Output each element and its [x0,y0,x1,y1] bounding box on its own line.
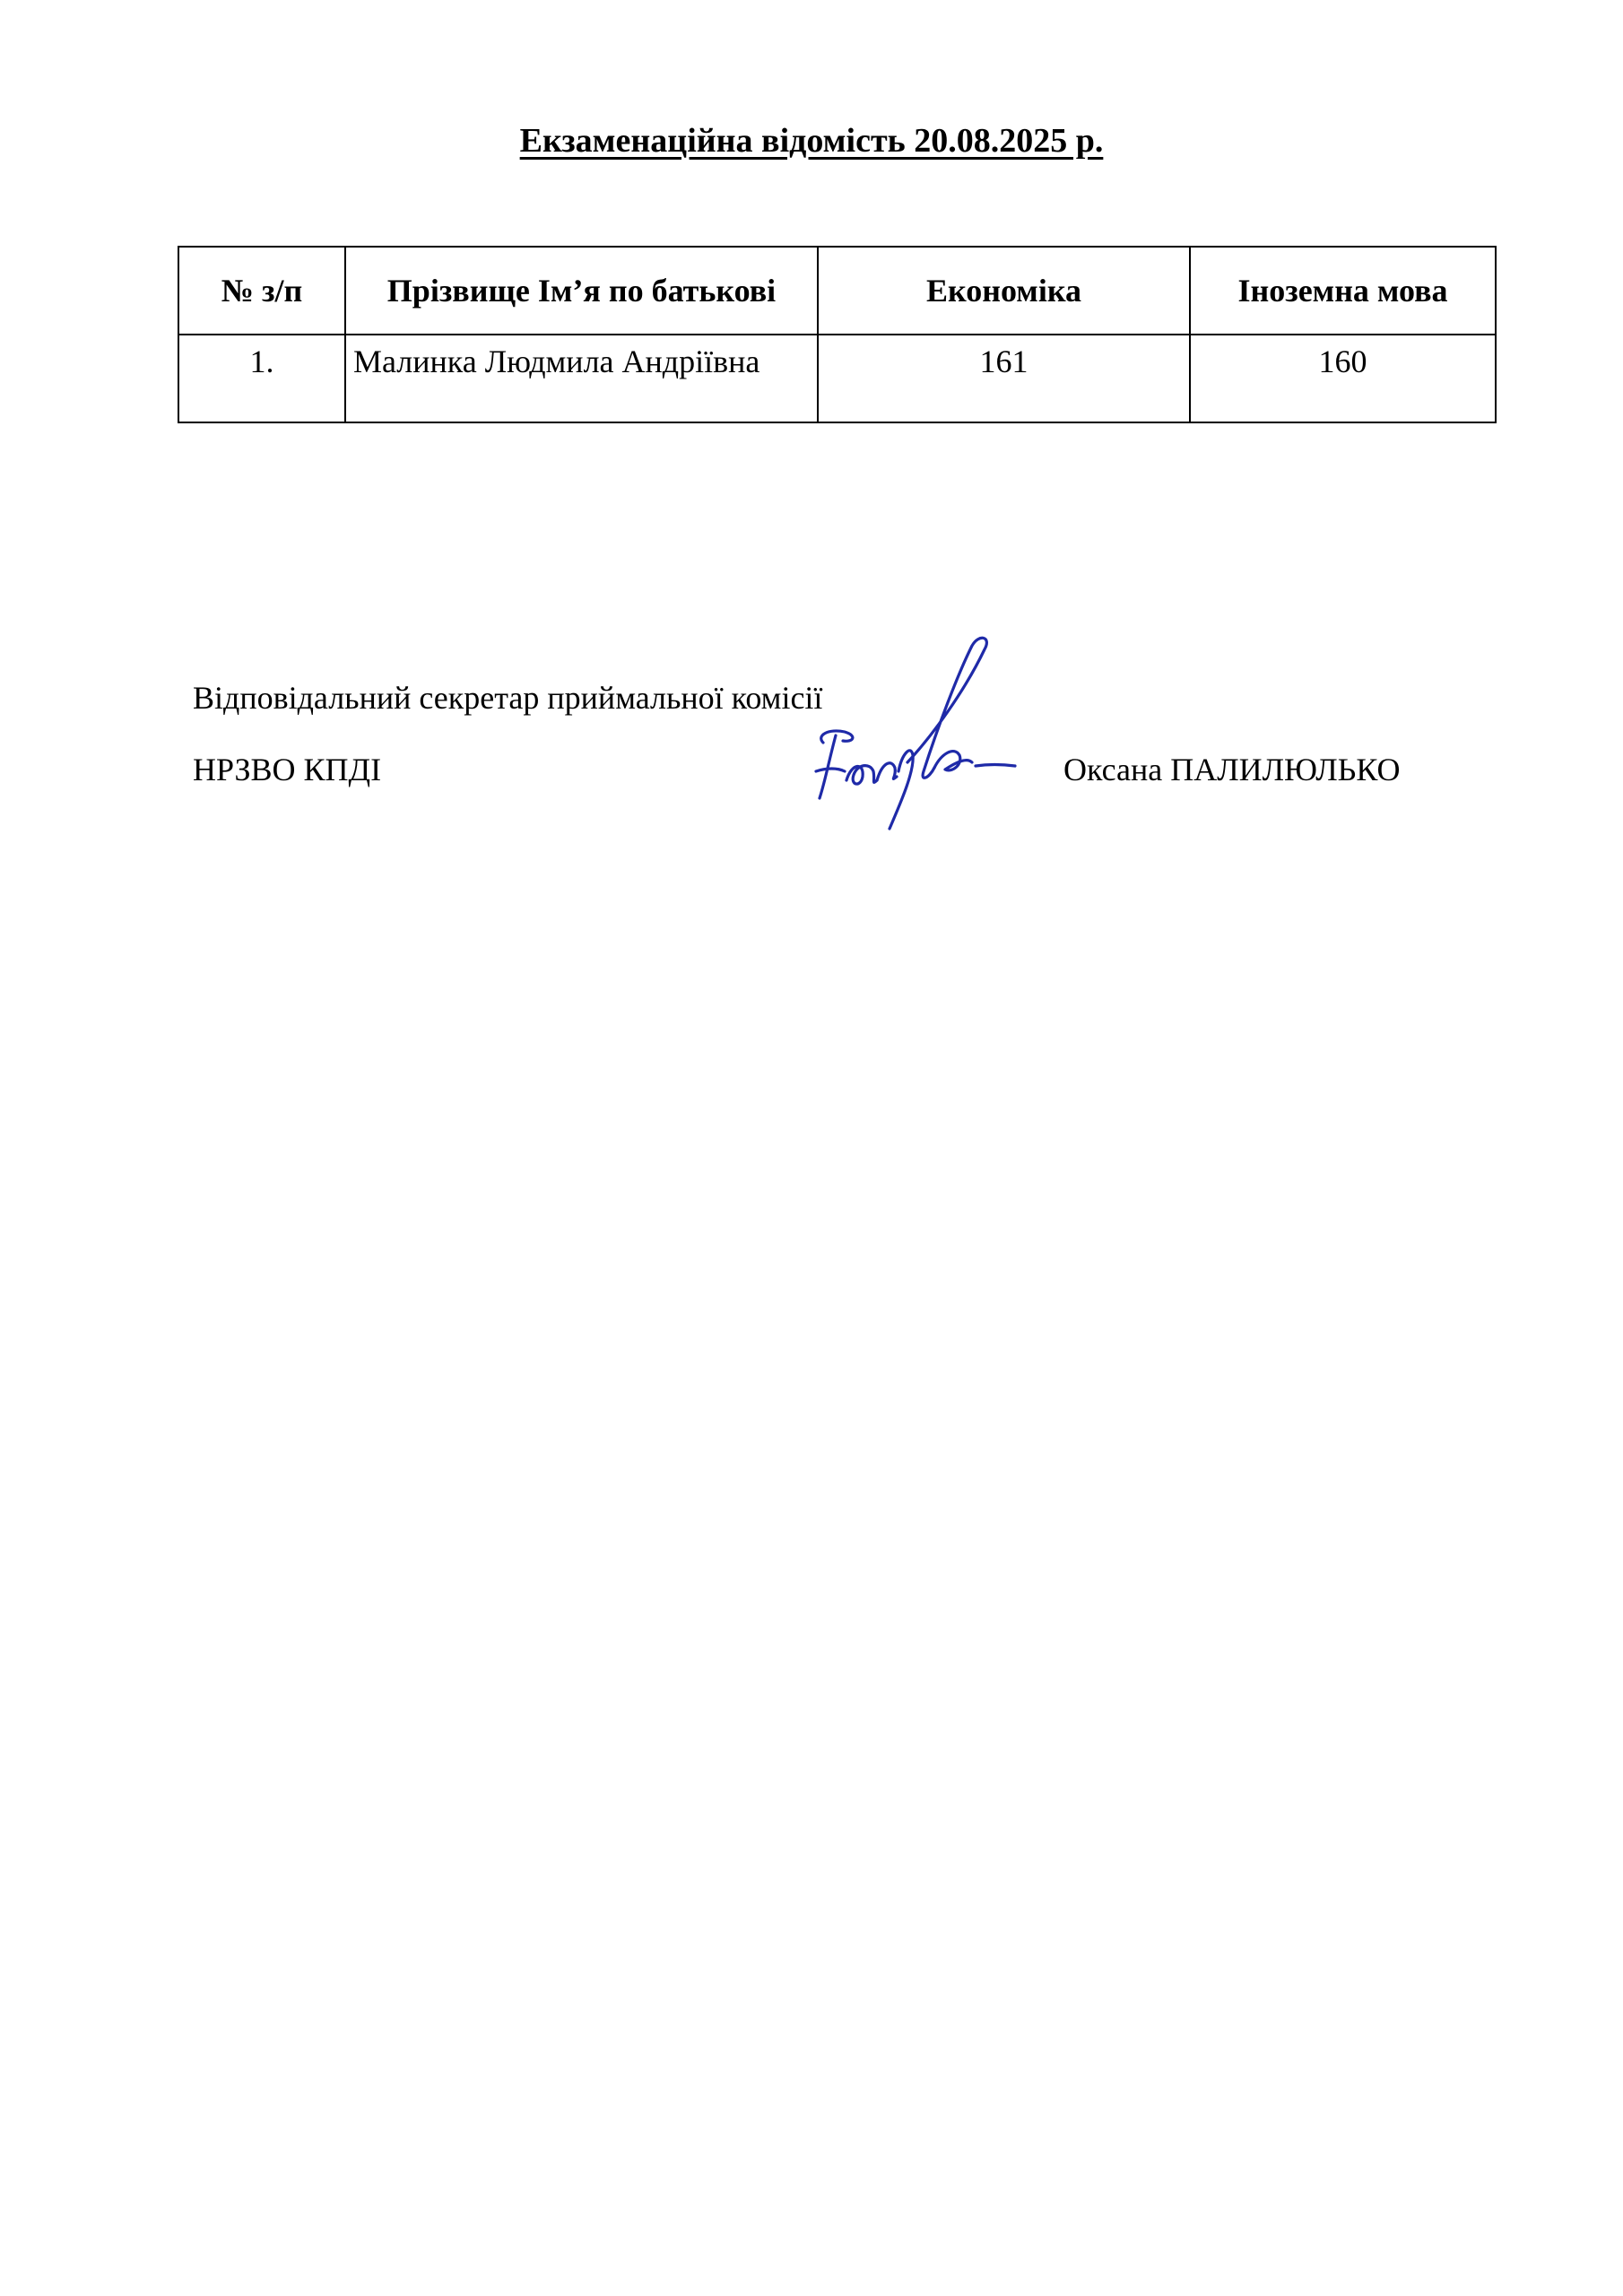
table-row [178,335,1496,422]
results-table [178,246,1497,423]
cell-foreign-language-score: 160 [1190,335,1496,422]
signatory-name: Оксана ПАЛИЛЮЛЬКО [1063,752,1401,787]
signatory-position-line-2: НРЗВО КПДІ [193,752,382,787]
cell-economics-score: 161 [818,335,1190,422]
table-header-row [178,247,1496,335]
document-title: Екзаменаційна відомість 20.08.2025 р. [519,122,1104,160]
header-economics: Економіка [818,247,1190,335]
header-foreign-language: Іноземна мова [1190,247,1496,335]
signatory-position-line-1: Відповідальний секретар приймальної комісії [193,680,823,716]
header-number: № з/п [178,247,345,335]
cell-full-name: Малинка Людмила Андріївна [345,335,818,422]
header-full-name: Прізвище Ім’я по батькові [345,247,818,335]
handwritten-signature [789,628,1058,834]
cell-number: 1. [178,335,345,422]
